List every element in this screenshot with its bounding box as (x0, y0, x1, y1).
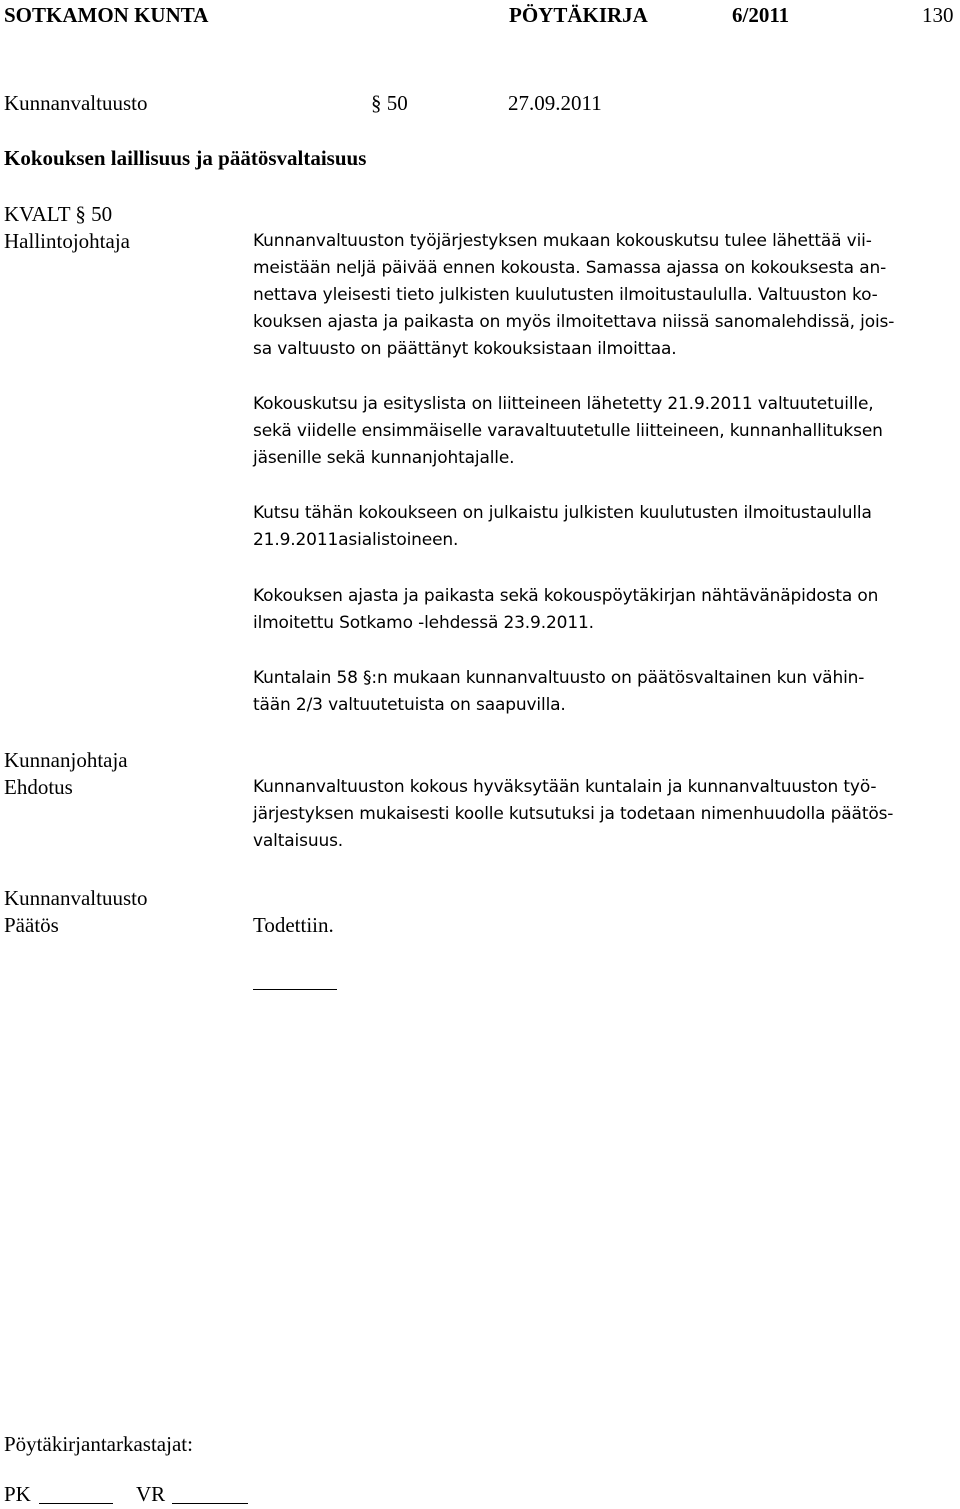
paragraph-line: kouksen ajasta ja paikasta on myös ilmoitettava niissä sanomalehdissä, jois- (253, 312, 895, 332)
paragraph-line: 21.9.2011asialistoineen. (253, 530, 459, 550)
issue-number: 6/2011 (732, 3, 790, 27)
paragraph-1 (253, 228, 953, 363)
page-number: 130 (922, 3, 954, 27)
separator-line (253, 989, 337, 990)
document-type: PÖYTÄKIRJA (509, 3, 648, 27)
decision-text: Todettiin. (253, 913, 334, 937)
paragraph-line: ilmoitettu Sotkamo -lehdessä 23.9.2011. (253, 613, 594, 633)
proposal-text (253, 774, 953, 855)
signature-line-pk (39, 1503, 113, 1504)
paragraph-line: järjestyksen mukaisesti koolle kutsutuksi ja todetaan nimenhuudolla päätös- (253, 804, 894, 824)
presenter-kunnanjohtaja: Kunnanjohtaja (4, 748, 128, 772)
paragraph-line: Kokouskutsu ja esityslista on liitteineen lähetetty 21.9.2011 valtuutetuille, (253, 394, 874, 414)
paragraph-line: nettava yleisesti tieto julkisten kuulutusten ilmoitustaululla. Valtuuston ko- (253, 285, 878, 305)
subject-title: Kokouksen laillisuus ja päätösvaltaisuus (4, 146, 367, 170)
proposal-label: Ehdotus (4, 775, 73, 799)
paragraph-line: jäsenille sekä kunnanjohtajalle. (253, 448, 515, 468)
paragraph-line: sekä viidelle ensimmäiselle varavaltuutetulle liitteineen, kunnanhallituksen (253, 421, 883, 441)
paragraph-line: Kuntalain 58 §:n mukaan kunnanvaltuusto on päätösvaltainen kun vähin- (253, 668, 865, 688)
paragraph-line: Kokouksen ajasta ja paikasta sekä kokouspöytäkirjan nähtävänäpidosta on (253, 586, 879, 606)
paragraph-3 (253, 500, 953, 554)
paragraph-line: sa valtuusto on päättänyt kokouksistaan ilmoittaa. (253, 339, 677, 359)
reference-kvalt: KVALT § 50 (4, 202, 113, 226)
paragraph-5 (253, 665, 953, 719)
meeting-date: 27.09.2011 (508, 91, 602, 115)
initials-vr: VR (136, 1482, 166, 1506)
paragraph-line: tään 2/3 valtuutetuista on saapuvilla. (253, 695, 566, 715)
meeting-body: Kunnanvaltuusto (4, 91, 148, 115)
presenter-hallintojohtaja: Hallintojohtaja (4, 229, 130, 253)
paragraph-line: Kunnanvaltuuston työjärjestyksen mukaan kokouskutsu tulee lähettää vii- (253, 231, 872, 251)
paragraph-line: valtaisuus. (253, 831, 344, 851)
paragraph-4 (253, 583, 953, 637)
paragraph-line: Kunnanvaltuuston kokous hyväksytään kuntalain ja kunnanvaltuuston työ- (253, 777, 877, 797)
decision-body: Kunnanvaltuusto (4, 886, 148, 910)
paragraph-2 (253, 391, 953, 472)
initials-pk: PK (4, 1482, 31, 1506)
paragraph-line: Kutsu tähän kokoukseen on julkaistu julkisten kuulutusten ilmoitustaululla (253, 503, 872, 523)
signature-line-vr (172, 1503, 248, 1504)
section-number: § 50 (371, 91, 408, 115)
paragraph-line: meistään neljä päivää ennen kokousta. Samassa ajassa on kokouksesta an- (253, 258, 887, 278)
footer-label: Pöytäkirjantarkastajat: (4, 1432, 193, 1456)
decision-label: Päätös (4, 913, 59, 937)
municipality-name: SOTKAMON KUNTA (4, 3, 209, 27)
